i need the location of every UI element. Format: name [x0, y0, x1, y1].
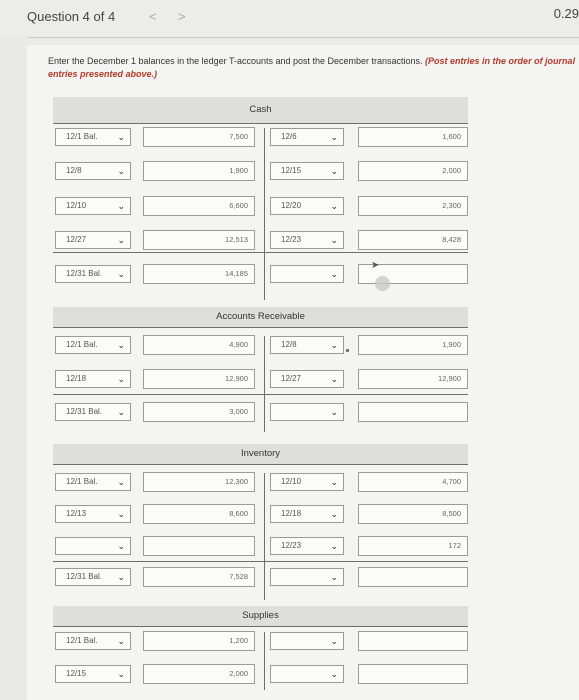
- inventory-debit-date-select[interactable]: [55, 473, 131, 491]
- inventory-debit-amount-input[interactable]: 12,300: [143, 472, 255, 492]
- cash-credit-date-select-value: 12/23: [281, 235, 302, 244]
- inventory-credit-balance-date-select[interactable]: [270, 568, 344, 586]
- supplies-account-title: Supplies: [53, 606, 468, 626]
- chevron-down-icon: ⌄: [117, 509, 125, 519]
- accounts-receivable-credit-balance-input[interactable]: [358, 402, 468, 422]
- accounts-receivable-credit-balance-date-select[interactable]: [270, 403, 344, 421]
- accounts-receivable-credit-date-select[interactable]: [270, 336, 344, 354]
- chevron-down-icon: ⌄: [117, 477, 125, 487]
- accounts-receivable-balance-line: [53, 394, 468, 395]
- cash-credit-date-select[interactable]: [270, 231, 344, 249]
- supplies-debit-amount-input[interactable]: 1,200: [143, 631, 255, 651]
- supplies-t-center-line: [264, 632, 265, 690]
- accounts-receivable-ending-balance-date-select[interactable]: [55, 403, 131, 421]
- cash-debit-date-select[interactable]: [55, 231, 131, 249]
- inventory-credit-balance-input[interactable]: [358, 567, 468, 587]
- cash-credit-amount-input[interactable]: 1,600: [358, 127, 468, 147]
- chevron-down-icon: ⌄: [330, 374, 338, 384]
- header-divider: [27, 37, 579, 38]
- cash-credit-date-select[interactable]: [270, 128, 344, 146]
- accounts-receivable-debit-date-select-value: 12/1 Bal.: [66, 340, 98, 349]
- inventory-ending-balance-input[interactable]: 7,528: [143, 567, 255, 587]
- accounts-receivable-debit-date-select-value: 12/18: [66, 374, 87, 383]
- cash-debit-amount-input[interactable]: 6,600: [143, 196, 255, 216]
- instructions: [48, 55, 579, 81]
- cash-credit-amount-input[interactable]: 2,000: [358, 161, 468, 181]
- supplies-debit-date-select[interactable]: [55, 632, 131, 650]
- mouse-cursor-icon: ➤: [371, 260, 380, 271]
- cash-t-center-line: [264, 128, 265, 300]
- chevron-down-icon: ⌄: [330, 572, 338, 582]
- supplies-debit-date-select-value: 12/15: [66, 669, 87, 678]
- supplies-t-top-line: [53, 626, 468, 627]
- accounts-receivable-debit-date-select[interactable]: [55, 370, 131, 388]
- inventory-credit-amount-input[interactable]: 172: [358, 536, 468, 556]
- stray-mark: [346, 349, 349, 352]
- question-title: Question 4 of 4: [27, 9, 116, 24]
- accounts-receivable-ending-balance-date-select-value: 12/31 Bal.: [66, 407, 103, 416]
- inventory-account-title: Inventory: [53, 444, 468, 464]
- cash-debit-date-select-value: 12/8: [66, 166, 82, 175]
- instructions-text: Enter the December 1 balances in the ledger T-accounts and post the December transactions.: [48, 56, 426, 66]
- question-header: [0, 0, 579, 36]
- inventory-credit-date-select-value: 12/23: [281, 541, 302, 550]
- accounts-receivable-credit-date-select[interactable]: [270, 370, 344, 388]
- instructions-emphasis: (Post entries in the order of journal entries presented above.): [48, 56, 576, 79]
- cash-debit-date-select-value: 12/27: [66, 235, 87, 244]
- inventory-credit-date-select[interactable]: [270, 473, 344, 491]
- cash-credit-balance-date-select[interactable]: [270, 265, 344, 283]
- accounts-receivable-account-title: Accounts Receivable: [53, 307, 468, 327]
- chevron-down-icon: ⌄: [117, 269, 125, 279]
- cash-ending-balance-date-select-value: 12/31 Bal.: [66, 269, 103, 278]
- cash-credit-date-select-value: 12/15: [281, 166, 302, 175]
- accounts-receivable-credit-amount-input[interactable]: 12,900: [358, 369, 468, 389]
- chevron-down-icon: ⌄: [117, 636, 125, 646]
- cash-ending-balance-date-select[interactable]: [55, 265, 131, 283]
- cash-debit-date-select[interactable]: [55, 128, 131, 146]
- cash-credit-date-select[interactable]: [270, 162, 344, 180]
- inventory-credit-amount-input[interactable]: 4,700: [358, 472, 468, 492]
- chevron-down-icon: ⌄: [117, 374, 125, 384]
- inventory-ending-balance-date-select[interactable]: [55, 568, 131, 586]
- cash-debit-amount-input[interactable]: 7,500: [143, 127, 255, 147]
- chevron-down-icon: ⌄: [117, 166, 125, 176]
- prev-question-icon[interactable]: <: [149, 9, 157, 24]
- cash-debit-date-select[interactable]: [55, 197, 131, 215]
- cash-debit-date-select-value: 12/1 Bal.: [66, 132, 98, 141]
- inventory-debit-amount-input[interactable]: [143, 536, 255, 556]
- inventory-t-top-line: [53, 464, 468, 465]
- cash-t-top-line: [53, 123, 468, 124]
- cash-ending-balance-input[interactable]: 14,185: [143, 264, 255, 284]
- loading-circle-icon: [375, 276, 390, 291]
- inventory-debit-date-select-value: 12/1 Bal.: [66, 477, 98, 486]
- chevron-down-icon: ⌄: [117, 235, 125, 245]
- chevron-down-icon: ⌄: [330, 235, 338, 245]
- accounts-receivable-debit-date-select[interactable]: [55, 336, 131, 354]
- inventory-debit-amount-input[interactable]: 8,600: [143, 504, 255, 524]
- supplies-debit-date-select-value: 12/1 Bal.: [66, 636, 98, 645]
- cash-credit-date-select-value: 12/6: [281, 132, 297, 141]
- inventory-credit-date-select[interactable]: [270, 537, 344, 555]
- cash-debit-amount-input[interactable]: 12,513: [143, 230, 255, 250]
- cash-debit-date-select[interactable]: [55, 162, 131, 180]
- cash-credit-amount-input[interactable]: 8,428: [358, 230, 468, 250]
- supplies-credit-amount-input[interactable]: [358, 664, 468, 684]
- supplies-credit-date-select[interactable]: [270, 665, 344, 683]
- chevron-down-icon: ⌄: [330, 669, 338, 679]
- chevron-down-icon: ⌄: [117, 541, 125, 551]
- accounts-receivable-t-center-line: [264, 336, 265, 432]
- inventory-t-center-line: [264, 473, 265, 600]
- next-question-icon[interactable]: >: [178, 9, 186, 24]
- chevron-down-icon: ⌄: [330, 541, 338, 551]
- chevron-down-icon: ⌄: [117, 669, 125, 679]
- chevron-down-icon: ⌄: [330, 269, 338, 279]
- inventory-credit-amount-input[interactable]: 8,500: [358, 504, 468, 524]
- cash-balance-line: [53, 252, 468, 253]
- chevron-down-icon: ⌄: [117, 407, 125, 417]
- chevron-down-icon: ⌄: [117, 132, 125, 142]
- inventory-credit-date-select-value: 12/18: [281, 509, 302, 518]
- accounts-receivable-debit-amount-input[interactable]: 4,900: [143, 335, 255, 355]
- accounts-receivable-credit-date-select-value: 12/8: [281, 340, 297, 349]
- cash-debit-amount-input[interactable]: 1,900: [143, 161, 255, 181]
- inventory-debit-date-select[interactable]: [55, 505, 131, 523]
- accounts-receivable-ending-balance-input[interactable]: 3,000: [143, 402, 255, 422]
- accounts-receivable-credit-date-select-value: 12/27: [281, 374, 302, 383]
- supplies-credit-date-select[interactable]: [270, 632, 344, 650]
- inventory-ending-balance-date-select-value: 12/31 Bal.: [66, 572, 103, 581]
- cash-credit-date-select[interactable]: [270, 197, 344, 215]
- cash-account-title: Cash: [53, 97, 468, 123]
- chevron-down-icon: ⌄: [117, 201, 125, 211]
- chevron-down-icon: ⌄: [330, 201, 338, 211]
- chevron-down-icon: ⌄: [330, 509, 338, 519]
- chevron-down-icon: ⌄: [330, 407, 338, 417]
- chevron-down-icon: ⌄: [330, 636, 338, 646]
- cash-debit-date-select-value: 12/10: [66, 201, 87, 210]
- score-value: 0.29: [553, 6, 579, 21]
- inventory-debit-date-select-value: 12/13: [66, 509, 87, 518]
- supplies-debit-date-select[interactable]: [55, 665, 131, 683]
- inventory-debit-date-select[interactable]: [55, 537, 131, 555]
- supplies-credit-amount-input[interactable]: [358, 631, 468, 651]
- cash-credit-date-select-value: 12/20: [281, 201, 302, 210]
- supplies-debit-amount-input[interactable]: 2,000: [143, 664, 255, 684]
- chevron-down-icon: ⌄: [117, 572, 125, 582]
- inventory-balance-line: [53, 561, 468, 562]
- chevron-down-icon: ⌄: [330, 132, 338, 142]
- accounts-receivable-credit-amount-input[interactable]: 1,900: [358, 335, 468, 355]
- accounts-receivable-debit-amount-input[interactable]: 12,900: [143, 369, 255, 389]
- chevron-down-icon: ⌄: [330, 166, 338, 176]
- inventory-credit-date-select-value: 12/10: [281, 477, 302, 486]
- chevron-down-icon: ⌄: [330, 477, 338, 487]
- chevron-down-icon: ⌄: [117, 340, 125, 350]
- accounts-receivable-t-top-line: [53, 327, 468, 328]
- chevron-down-icon: ⌄: [330, 340, 338, 350]
- cash-credit-amount-input[interactable]: 2,300: [358, 196, 468, 216]
- inventory-credit-date-select[interactable]: [270, 505, 344, 523]
